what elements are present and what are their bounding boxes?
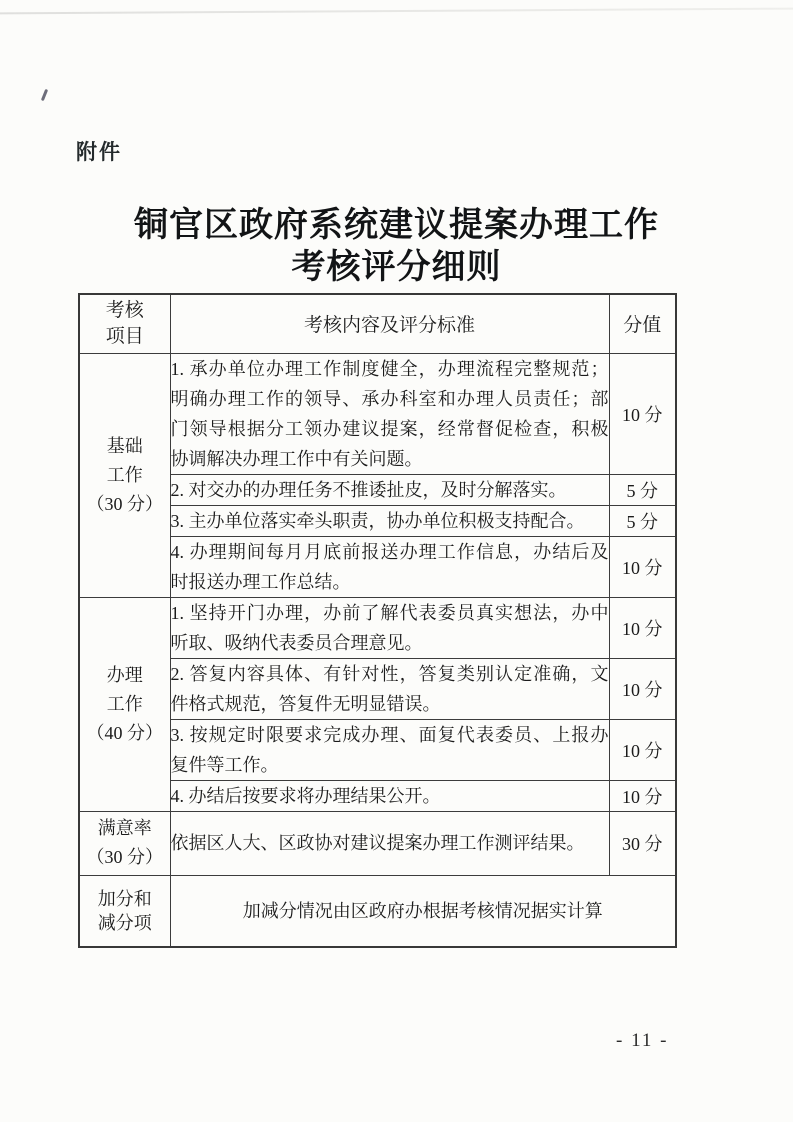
score-cell: 10 分	[609, 658, 676, 719]
criteria-cell	[170, 474, 609, 505]
text-line: 3. 主办单位落实牵头职责，协办单位积极支持配合。	[170, 510, 585, 531]
header-content: 考核内容及评分标准	[170, 294, 609, 353]
assessment-table	[78, 293, 677, 948]
score-cell: 10 分	[609, 536, 676, 597]
text-line: 3. 按规定时限要求完成办理、面复代表委员、上报办	[170, 724, 609, 745]
score-cell: 5 分	[609, 474, 676, 505]
item-line: 减分项	[97, 912, 152, 933]
text-line: 协调解决办理工作中有关问题。	[170, 448, 423, 469]
text-line: 明确办理工作的领导、承办科室和办理人员责任；部	[170, 388, 609, 409]
item-line: 工作	[106, 464, 143, 485]
text-line: 件格式规范，答复件无明显错误。	[170, 693, 441, 714]
text-line: 复件等工作。	[170, 754, 279, 775]
table-row	[79, 353, 676, 474]
text-line: 2. 答复内容具体、有针对性，答复类别认定准确，文	[170, 663, 609, 684]
table-row	[79, 875, 676, 947]
criteria-cell	[170, 353, 609, 474]
header-item	[79, 294, 170, 353]
item-line: （30 分）	[86, 493, 163, 514]
score-cell: 10 分	[609, 353, 676, 474]
document-title-line2: 考核评分细则	[291, 249, 502, 286]
item-line: （30 分）	[86, 847, 163, 867]
document-title	[0, 205, 793, 289]
item-line: 基础	[106, 435, 143, 456]
table-row	[79, 811, 676, 875]
text-line: 门领导根据分工领办建议提案，经常督促检查，积极	[170, 418, 609, 439]
item-line: （40 分）	[86, 722, 163, 743]
score-cell: 5 分	[609, 505, 676, 536]
criteria-cell	[170, 597, 609, 658]
header-item-line1: 考核	[105, 299, 144, 321]
criteria-cell	[170, 536, 609, 597]
header-score: 分值	[609, 294, 676, 353]
text-line: 依据区人大、区政协对建议提案办理工作测评结果。	[170, 833, 585, 853]
page-number: - 11 -	[616, 1030, 669, 1051]
item-satisfaction-rate	[79, 811, 170, 875]
criteria-cell	[170, 780, 609, 811]
text-line: 1. 承办单位办理工作制度健全，办理流程完整规范；	[170, 358, 609, 379]
scan-artifact-line	[0, 8, 793, 15]
item-line: 满意率	[97, 818, 152, 838]
score-cell: 10 分	[609, 597, 676, 658]
text-line: 2. 对交办的办理任务不推诿扯皮，及时分解落实。	[170, 479, 567, 500]
item-line: 办理	[106, 664, 143, 685]
text-line: 4. 办结后按要求将办理结果公开。	[170, 785, 441, 806]
criteria-cell	[170, 505, 609, 536]
bonus-note-cell: 加减分情况由区政府办根据考核情况据实计算	[170, 875, 676, 947]
header-item-line2: 项目	[105, 325, 144, 347]
criteria-cell	[170, 811, 609, 875]
table-row	[79, 597, 676, 658]
text-line: 1. 坚持开门办理，办前了解代表委员真实想法，办中	[170, 602, 609, 623]
attachment-label: 附件	[76, 141, 122, 164]
criteria-cell	[170, 658, 609, 719]
pen-mark	[41, 89, 48, 101]
item-basic-work	[79, 353, 170, 597]
item-handling-work	[79, 597, 170, 811]
item-bonus-penalty	[79, 875, 170, 947]
text-line: 听取、吸纳代表委员合理意见。	[170, 632, 423, 653]
item-line: 工作	[106, 693, 143, 714]
score-cell: 10 分	[609, 780, 676, 811]
criteria-cell	[170, 719, 609, 780]
score-cell: 10 分	[609, 719, 676, 780]
text-line: 时报送办理工作总结。	[170, 571, 351, 592]
table-header-row	[79, 294, 676, 353]
item-line: 加分和	[97, 888, 152, 909]
document-title-line1: 铜官区政府系统建议提案办理工作	[134, 207, 659, 244]
score-cell: 30 分	[609, 811, 676, 875]
text-line: 4. 办理期间每月月底前报送办理工作信息，办结后及	[170, 541, 609, 562]
